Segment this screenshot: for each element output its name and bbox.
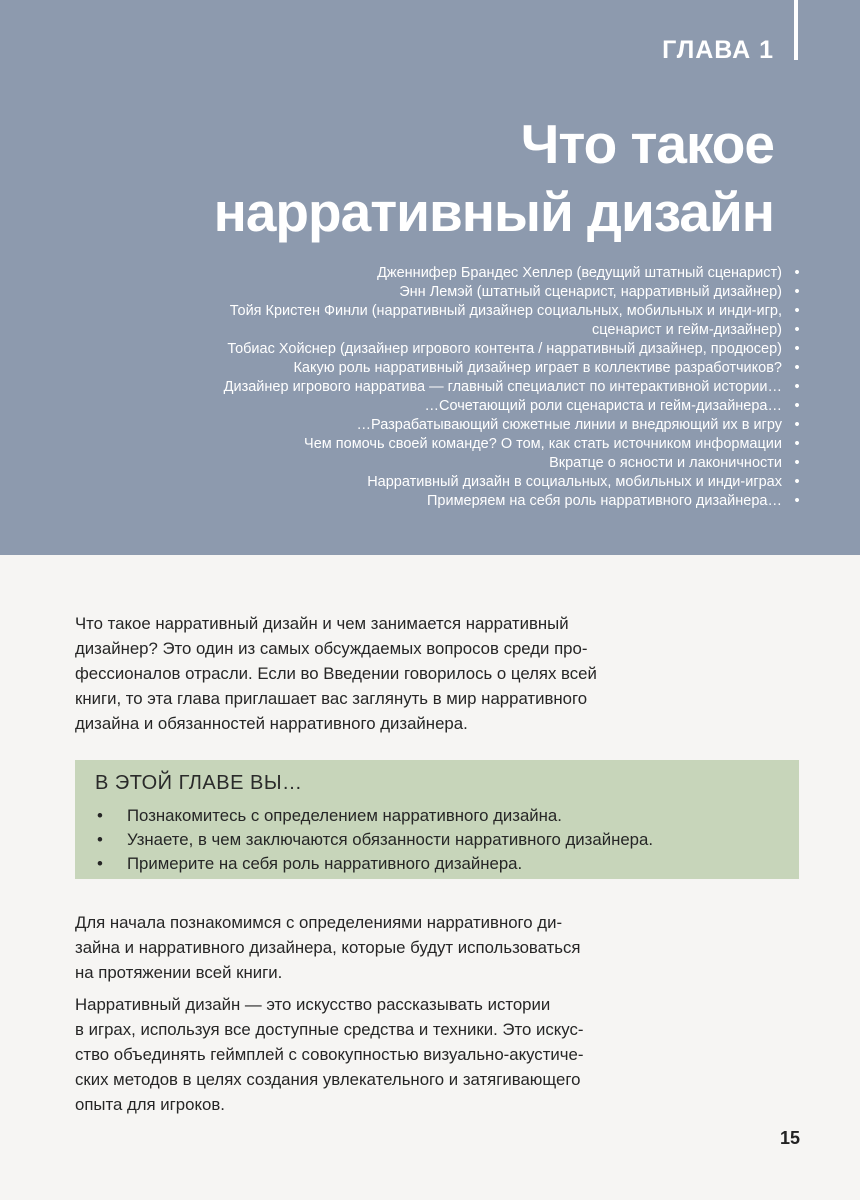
contents-item — [162, 378, 802, 397]
text-line: Нарративный дизайн — это искусство рассказывать истории — [75, 995, 551, 1014]
text-line: опыта для игроков. — [75, 1095, 225, 1114]
intro-paragraph — [75, 611, 615, 736]
contents-item-text: Какую роль нарративный дизайнер играет в коллективе разработчиков? — [293, 360, 782, 376]
bullet-icon: • — [794, 417, 800, 433]
text-line: фессионалов отрасли. Если во Введении говорилось о целях всей — [75, 664, 597, 683]
bullet-icon: • — [794, 303, 800, 319]
text-line: дизайна и обязанностей нарративного дизайнера. — [75, 714, 468, 733]
chapter-goals-title: В ЭТОЙ ГЛАВЕ ВЫ… — [95, 772, 303, 794]
goals-item — [97, 828, 653, 852]
goals-item — [97, 852, 653, 876]
contents-item — [162, 340, 802, 359]
contents-item-text: Тойя Кристен Финли (нарративный дизайнер социальных, мобильных и инди-игр, — [229, 303, 782, 319]
goals-item — [97, 804, 653, 828]
contents-item-text: Дизайнер игрового нарратива — главный специалист по интерактивной истории… — [223, 379, 782, 395]
contents-item-text: сценарист и гейм-дизайнер) — [591, 322, 782, 338]
definition-paragraph — [75, 992, 615, 1117]
contents-item — [162, 359, 802, 378]
chapter-goals-list — [97, 804, 653, 876]
contents-item-text: Дженнифер Брандес Хеплер (ведущий штатный сценарист) — [377, 265, 782, 281]
chapter-title — [214, 110, 774, 246]
text-line: дизайнер? Это один из самых обсуждаемых вопросов среди про- — [75, 639, 588, 658]
contents-item-text: Примеряем на себя роль нарративного дизайнера… — [426, 493, 782, 509]
chapter-header-band — [0, 0, 860, 555]
contents-item — [162, 264, 802, 283]
text-line: книги, то эта глава приглашает вас заглянуть в мир нарративного — [75, 689, 588, 708]
text-line: в играх, используя все доступные средства и техники. Это искус- — [75, 1020, 584, 1039]
chapter-divider-rule — [794, 0, 798, 60]
bullet-icon: • — [794, 455, 800, 471]
bullet-icon: • — [794, 436, 800, 452]
bullet-icon: • — [97, 830, 103, 849]
text-line: Для начала познакомимся с определениями нарративного ди- — [75, 913, 563, 932]
goals-item-text: Узнаете, в чем заключаются обязанности нарративного дизайнера. — [127, 830, 654, 849]
contents-item — [162, 416, 802, 435]
text-line: ство объединять геймплей с совокупностью визуально-акустиче- — [75, 1045, 584, 1064]
contents-item-text: Нарративный дизайн в социальных, мобильных и инди-играх — [367, 474, 782, 490]
contents-item — [162, 397, 802, 416]
contents-item-text: Чем помочь своей команде? О том, как стать источником информации — [304, 436, 782, 452]
bullet-icon: • — [794, 341, 800, 357]
bullet-icon: • — [794, 474, 800, 490]
bullet-icon: • — [97, 806, 103, 825]
contents-item-text: Вкратце о ясности и лаконичности — [549, 455, 782, 471]
chapter-title-line-2: нарративный дизайн — [213, 181, 774, 243]
chapter-label: ГЛАВА 1 — [662, 36, 774, 64]
text-line: Что такое нарративный дизайн и чем занимается нарративный — [75, 614, 569, 633]
chapter-contents-list — [162, 264, 802, 511]
bullet-icon: • — [794, 322, 800, 338]
bullet-icon: • — [794, 360, 800, 376]
bullet-icon: • — [794, 379, 800, 395]
contents-item-text: …Сочетающий роли сценариста и гейм-дизайнера… — [424, 398, 782, 414]
contents-item — [162, 283, 802, 302]
bullet-icon: • — [794, 265, 800, 281]
page-number: 15 — [779, 1128, 800, 1148]
text-line: на протяжении всей книги. — [75, 963, 283, 982]
contents-item — [162, 435, 802, 454]
definition-intro-paragraph — [75, 910, 615, 985]
bullet-icon: • — [794, 398, 800, 414]
bullet-icon: • — [794, 284, 800, 300]
bullet-icon: • — [794, 493, 800, 509]
chapter-goals-box — [75, 760, 799, 879]
contents-item — [162, 492, 802, 511]
contents-item-text: Тобиас Хойснер (дизайнер игрового контента / нарративный дизайнер, продюсер) — [227, 341, 782, 357]
chapter-title-line-1: Что такое — [520, 113, 774, 175]
text-line: зайна и нарративного дизайнера, которые будут использоваться — [75, 938, 581, 957]
contents-item-text: …Разрабатывающий сюжетные линии и внедряющий их в игру — [356, 417, 782, 433]
text-line: ских методов в целях создания увлекательного и затягивающего — [75, 1070, 581, 1089]
contents-item — [162, 321, 802, 340]
contents-item — [162, 302, 802, 321]
goals-item-text: Примерите на себя роль нарративного дизайнера. — [127, 854, 523, 873]
contents-item-text: Энн Лемэй (штатный сценарист, нарративный дизайнер) — [399, 284, 782, 300]
contents-item — [162, 473, 802, 492]
goals-item-text: Познакомитесь с определением нарративного дизайна. — [127, 806, 562, 825]
bullet-icon: • — [97, 854, 103, 873]
contents-item — [162, 454, 802, 473]
